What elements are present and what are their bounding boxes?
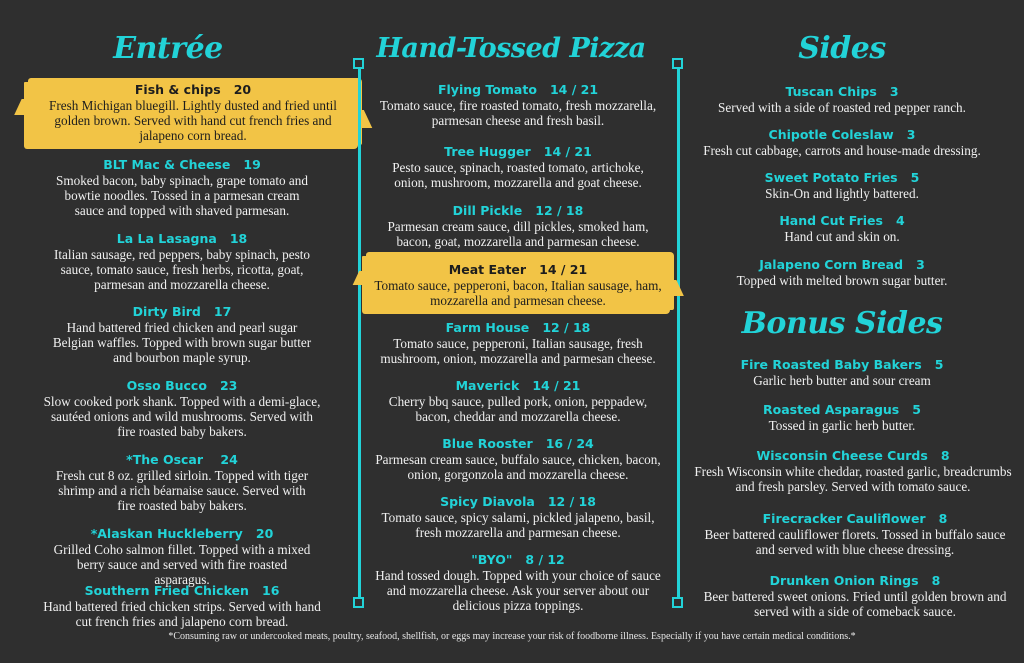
allergy-footnote: *Consuming raw or undercooked meats, poultry, seafood, shellfish, or eggs may increase your risk of foodborne illness. Especially if you have certain medical conditions.* [168,631,856,642]
item-name: Maverick 14 / 21 [455,378,581,393]
item-description: Hand battered fried chicken strips. Served with hand cut french fries and jalapeno corn bread. [43,599,321,629]
left-divider-line [358,66,361,602]
item-name: BLT Mac & Cheese 19 [103,157,261,172]
menu-item [370,494,666,540]
item-name: Farm House 12 / 18 [445,320,591,335]
menu-item [688,127,996,158]
menu-item [694,357,990,388]
menu-item [366,82,670,128]
item-description: Pesto sauce, spinach, roasted tomato, artichoke, onion, mushroom, mozzarella and goat cheese. [392,160,644,190]
item-name: Tree Hugger 14 / 21 [444,144,592,159]
menu-item [48,452,316,513]
item-name: Fire Roasted Baby Bakers 5 [740,357,944,372]
item-name: Southern Fried Chicken 16 [84,583,280,598]
item-name: Fish & chips 20 [134,82,252,97]
menu-item [366,552,670,613]
menu-item [36,82,350,143]
menu-item [40,583,324,629]
menu-item [366,436,670,482]
item-name: Meat Eater 14 / 21 [448,262,588,277]
menu-item [690,448,1016,494]
right-divider-cap-top [672,58,683,69]
menu-item [40,378,324,439]
item-description: Fresh cut 8 oz. grilled sirloin. Topped with tiger shrimp and a rich béarnaise sauce. Served with fire roasted baby bakers. [55,468,309,513]
menu-item [372,262,664,308]
item-description: Fresh cut cabbage, carrots and house-made dressing. [703,143,981,158]
item-description: Hand tossed dough. Topped with your choice of sauce and mozzarella cheese. Ask your server about our delicious pizza toppings. [375,568,661,613]
menu-item [694,170,990,201]
item-name: *Alaskan Huckleberry 20 [90,526,274,541]
entree-title: Entrée [113,31,223,66]
item-description: Garlic herb butter and sour cream [753,373,931,388]
item-name: La La Lasagna 18 [116,231,248,246]
menu-item [694,402,990,433]
item-description: Fresh Michigan bluegill. Lightly dusted and fried until golden brown. Served with hand cut french fries and jalapeno corn bread. [49,98,337,143]
item-description: Slow cooked pork shank. Topped with a demi-glace, sautéed onions and wild mushrooms. Served with fire roasted baby bakers. [43,394,321,439]
menu-item [378,378,658,424]
sides-title: Sides [798,31,886,66]
item-name: Blue Rooster 16 / 24 [442,436,594,451]
menu-item [366,320,670,366]
item-description: Beer battered cauliflower florets. Tossed in buffalo sauce and served with blue cheese dressing. [704,527,1006,557]
item-name: Chipotle Coleslaw 3 [768,127,916,142]
item-description: Parmesan cream sauce, dill pickles, smoked ham, bacon, goat, mozzarella and parmesan cheese. [387,219,649,249]
menu-item [374,203,662,249]
item-name: Wisconsin Cheese Curds 8 [756,448,950,463]
bonus-sides-title: Bonus Sides [741,306,943,341]
menu-item [374,144,662,190]
item-name: Jalapeno Corn Bread 3 [759,257,925,272]
menu-item [694,84,990,115]
item-description: Tossed in garlic herb butter. [768,418,916,433]
item-description: Tomato sauce, spicy salami, pickled jalapeno, basil, fresh mozzarella and parmesan cheese. [381,510,655,540]
item-description: Tomato sauce, pepperoni, Italian sausage, fresh mushroom, onion, mozzarella and parmesan cheese. [380,336,656,366]
item-description: Fresh Wisconsin white cheddar, roasted garlic, breadcrumbs and fresh parsley. Served with tomato sauce. [694,464,1012,494]
left-divider-cap-bottom [353,597,364,608]
item-description: Skin-On and lightly battered. [765,186,919,201]
item-name: Sweet Potato Fries 5 [764,170,920,185]
item-description: Italian sausage, red peppers, baby spinach, pesto sauce, tomato sauce, fresh herbs, ricotta, goat, parmesan and mozzarella cheese. [54,247,310,292]
pizza-title: Hand-Tossed Pizza [376,33,646,64]
menu-item [694,213,990,244]
item-name: *The Oscar 24 [126,452,238,467]
menu-item [48,304,316,365]
menu-item [694,257,990,288]
item-description: Smoked bacon, baby spinach, grape tomato and bowtie noodles. Tossed in a parmesan cream sauce and topped with shaved parmesan. [56,173,308,218]
menu-item [694,511,1016,557]
item-description: Hand battered fried chicken and pearl sugar Belgian waffles. Topped with brown sugar butter and bourbon maple syrup. [52,320,312,365]
item-name: Drunken Onion Rings 8 [769,573,941,588]
item-name: Hand Cut Fries 4 [779,213,905,228]
right-divider-cap-bottom [672,597,683,608]
item-description: Parmesan cream sauce, buffalo sauce, chicken, bacon, onion, gorgonzola and mozzarella cheese. [375,452,661,482]
item-name: Roasted Asparagus 5 [763,402,921,417]
item-name: "BYO" 8 / 12 [471,552,565,567]
right-divider-line [677,66,680,602]
item-name: Tuscan Chips 3 [785,84,899,99]
item-name: Firecracker Cauliflower 8 [762,511,948,526]
menu-item [48,526,316,587]
item-name: Dill Pickle 12 / 18 [452,203,584,218]
item-description: Topped with melted brown sugar butter. [736,273,948,288]
item-description: Served with a side of roasted red pepper ranch. [718,100,966,115]
item-name: Flying Tomato 14 / 21 [437,82,599,97]
item-name: Osso Bucco 23 [126,378,238,393]
item-description: Cherry bbq sauce, pulled pork, onion, peppadew, bacon, cheddar and mozzarella cheese. [388,394,648,424]
item-name: Dirty Bird 17 [132,304,232,319]
menu-item [694,573,1016,619]
item-description: Grilled Coho salmon fillet. Topped with a mixed berry sauce and served with fire roasted asparagus. [53,542,311,587]
item-name: Spicy Diavola 12 / 18 [440,494,596,509]
item-description: Beer battered sweet onions. Fried until golden brown and served with a side of comeback sauce. [703,589,1007,619]
menu-item [48,157,316,218]
item-description: Hand cut and skin on. [784,229,900,244]
menu-item [50,231,314,292]
item-description: Tomato sauce, fire roasted tomato, fresh mozzarella, parmesan cheese and fresh basil. [379,98,657,128]
item-description: Tomato sauce, pepperoni, bacon, Italian sausage, ham, mozzarella and parmesan cheese. [374,278,662,308]
